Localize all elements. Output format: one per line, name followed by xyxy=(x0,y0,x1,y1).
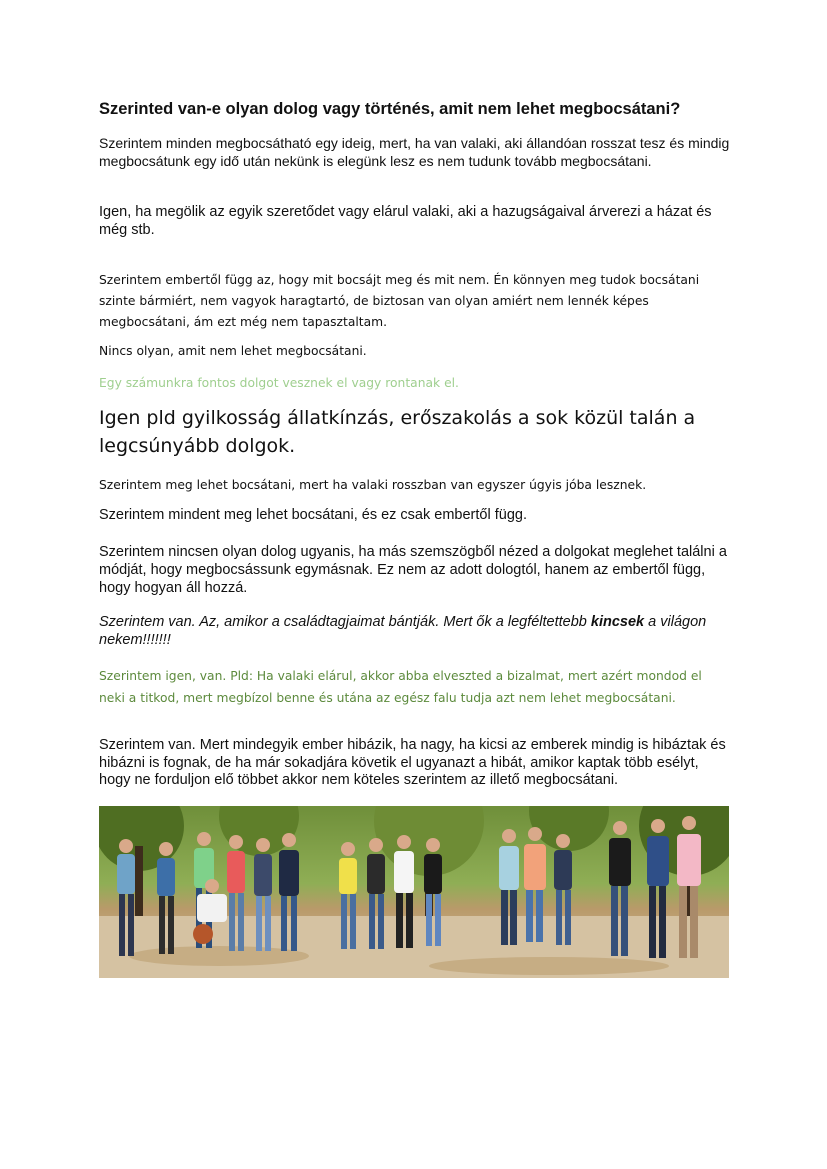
group-photo-illustration xyxy=(99,806,729,978)
answer-11: Szerintem igen, van. Pld: Ha valaki elárul, akkor abba elveszted a bizalmat, mert azért mondod el neki a titkod, mert megbízol benne és utána az egész falu tudja azt nem lehet megbocsátani. xyxy=(99,669,702,705)
answer-10-end: a világon nekem!!!!!!! xyxy=(99,614,707,648)
answer-2: Igen, ha megölik az egyik szeretődet vagy elárul valaki, aki a hazugságaival árverezi a házat és még stb. xyxy=(99,204,712,238)
group-photo xyxy=(99,806,729,978)
answer-10-bold: kincsek xyxy=(590,614,645,630)
answer-9: Szerintem nincsen olyan dolog ugyanis, ha más szemszögből nézed a dolgokat meglehet találni a módját, hogy megbocsássunk egymásnak. Ez nem az adott dologtól, hanem az embertől függ, hogy hogyan áll hozzá. xyxy=(99,544,727,596)
page-title: Szerinted van-e olyan dolog vagy történés, amit nem lehet megbocsátani? xyxy=(99,100,681,118)
answer-3: Szerintem embertől függ az, hogy mit bocsájt meg és mit nem. Én könnyen meg tudok bocsátani szinte bármiért, nem vagyok haragtartó, de biztosan van olyan amiért nem lennék képes megbocsátani, ám ezt még nem tapasztaltam. xyxy=(99,273,700,329)
answer-5: Egy számunkra fontos dolgot vesznek el vagy rontanak el. xyxy=(99,376,459,390)
answer-1: Szerintem minden megbocsátható egy ideig, mert, ha van valaki, aki állandóan rosszat tesz és mindig megbocsátunk egy idő után nekünk is elegünk lesz es nem tudunk tovább megbocsátani. xyxy=(99,135,730,169)
answer-7: Szerintem meg lehet bocsátani, mert ha valaki rosszban van egyszer úgyis jóba lesznek. xyxy=(99,478,647,492)
answer-8: Szerintem mindent meg lehet bocsátani, és ez csak embertől függ. xyxy=(99,507,527,523)
answer-4: Nincs olyan, amit nem lehet megbocsátani. xyxy=(99,344,367,358)
answer-10 xyxy=(99,613,731,649)
answer-10-text: Szerintem van. Az, amikor a családtagjaimat bántják. Mert ők a legféltettebb xyxy=(99,614,591,630)
answer-6: Igen pld gyilkosság állatkínzás, erőszakolás a sok közül talán a legcsúnyább dolgok. xyxy=(99,407,696,457)
answer-12: Szerintem van. Mert mindegyik ember hibázik, ha nagy, ha kicsi az emberek mindig is hibáztak és hibázni is fognak, de ha már sokadjára követik el ugyanazt a hibát, amikor kaptak több esélyt, hogy ne forduljon elő többet akkor nem köteles szerintem az illető megbocsátani. xyxy=(99,737,726,788)
